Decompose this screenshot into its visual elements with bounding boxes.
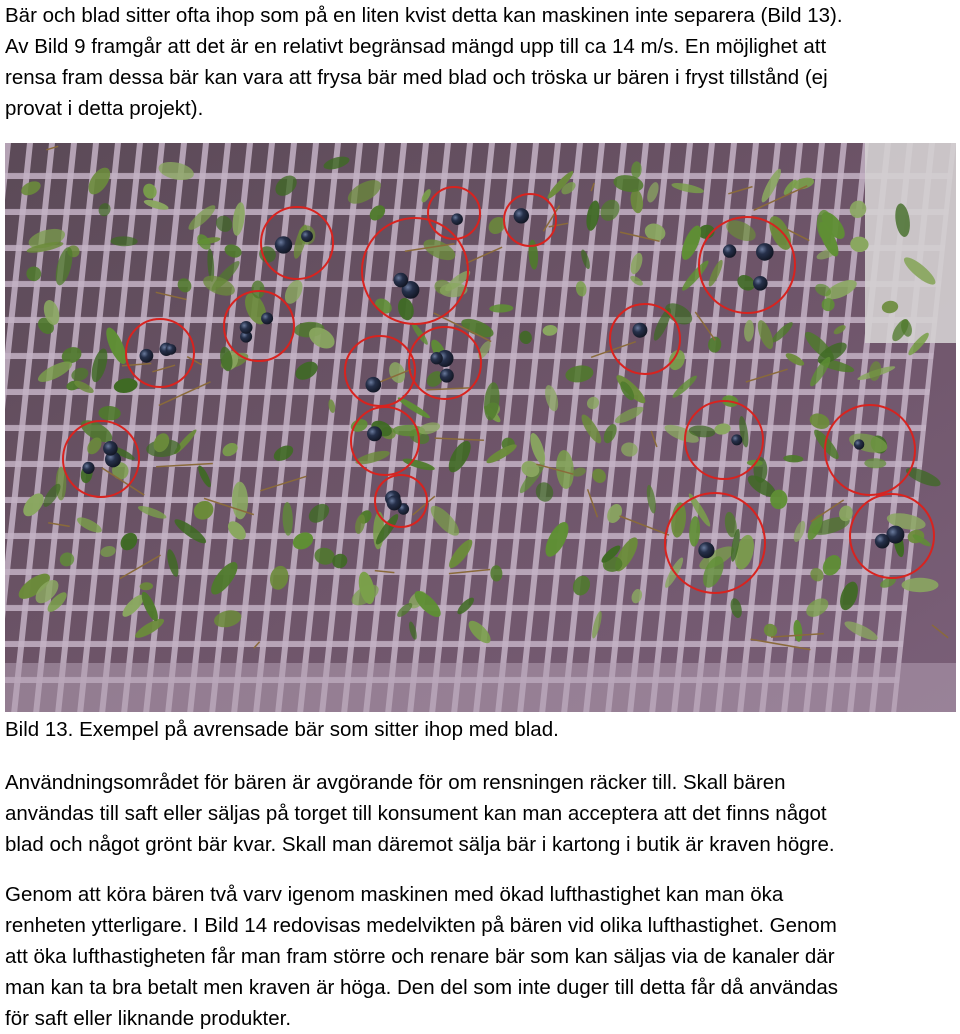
berry (875, 534, 890, 549)
text-line: provat i detta projekt). (5, 97, 204, 120)
text-line: blad och något grönt bär kvar. Skall man däremot sälja bär i kartong i butik är kraven högre. (5, 833, 835, 856)
berry (82, 462, 94, 474)
tray-corner (865, 143, 956, 343)
berry (140, 349, 154, 363)
berry (103, 441, 118, 456)
berry (166, 344, 177, 355)
berry (854, 439, 864, 449)
berry (240, 321, 253, 334)
berry (261, 312, 273, 324)
berry (430, 352, 442, 364)
berry (394, 273, 409, 288)
text-line: Av Bild 9 framgår att det är en relativt begränsad mängd upp till ca 14 m/s. En möjlighet att (5, 35, 827, 58)
berry (514, 208, 529, 223)
berry (301, 230, 313, 242)
berry (723, 244, 736, 257)
figure-caption: Bild 13. Exempel på avrensade bär som sitter ihop med blad. (5, 718, 559, 741)
leaf (902, 578, 939, 592)
berry (698, 542, 714, 558)
berry (632, 323, 647, 338)
intro-paragraph (5, 0, 955, 124)
text-line: användas till saft eller säljas på torget till konsument kan man acceptera att det finns något (5, 802, 827, 825)
berry-photo (5, 143, 956, 712)
text-line: man kan ta bra betalt men kraven är höga. Den del som inte duger till detta får då användas (5, 976, 839, 999)
text-line: renheten ytterligare. I Bild 14 redovisas medelvikten på bären vid olika lufthastighet. Genom (5, 914, 837, 937)
tray-edge (5, 663, 956, 712)
text-line: att öka lufthastigheten får man fram större och renare bär som kan säljas via de kanaler där (5, 945, 835, 968)
text-line: Användningsområdet för bären är avgörande för om rensningen räcker till. Skall bären (5, 771, 786, 794)
text-line: rensa fram dessa bär kan vara att frysa bär med blad och tröska ur bären i fryst tillstånd (ej (5, 66, 828, 89)
berry-photo-image (5, 143, 956, 712)
berry (753, 276, 768, 291)
berry (451, 213, 463, 225)
berry (731, 434, 742, 445)
text-line: Bär och blad sitter ofta ihop som på en liten kvist detta kan maskinen inte separera (Bild 13). (5, 4, 843, 27)
berry (366, 377, 382, 393)
berry (440, 369, 454, 383)
text-line: för saft eller liknande produkter. (5, 1007, 292, 1030)
paragraph-3 (5, 879, 955, 1034)
berry (275, 236, 292, 253)
text-line: Genom att köra bären två varv igenom maskinen med ökad lufthastighet kan man öka (5, 883, 784, 906)
paragraph-2 (5, 767, 955, 860)
berry (367, 426, 382, 441)
berry (756, 243, 774, 261)
berry (387, 496, 402, 511)
